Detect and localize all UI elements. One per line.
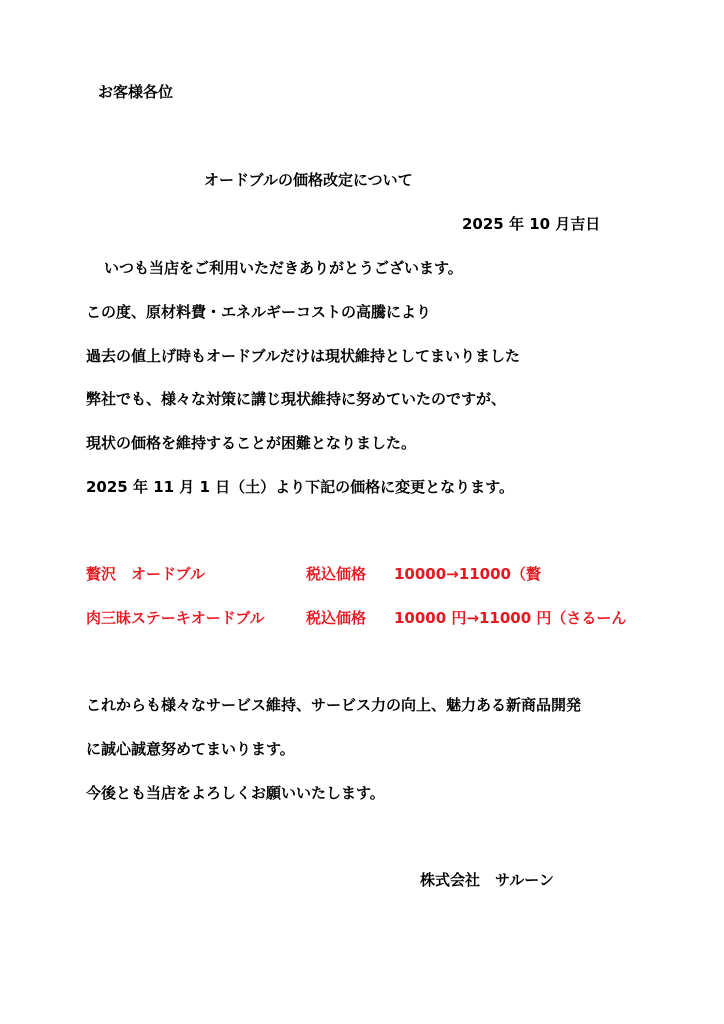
price-item-name: 贅沢 オードブル	[86, 565, 205, 583]
closing-line-regards: 今後とも当店をよろしくお願いいたします。	[86, 784, 385, 802]
closing-line-commitment: これからも様々なサービス維持、サービス力の向上、魅力ある新商品開発	[86, 696, 582, 714]
price-item-row	[0, 608, 724, 628]
paragraph-effective-date: 2025 年 11 月 1 日（土）より下記の価格に変更となります。	[86, 478, 514, 496]
company-name: 株式会社 サルーン	[420, 871, 554, 889]
paragraph-difficulty: 現状の価格を維持することが困難となりました。	[86, 434, 417, 452]
price-item-label: 税込価格	[306, 609, 367, 627]
price-item-name: 肉三昧ステーキオードブル	[86, 609, 265, 627]
price-item-price: 10000 円→11000 円（さるーん	[394, 609, 627, 627]
price-item-label: 税込価格	[306, 565, 367, 583]
price-item-price: 10000→11000（贅	[394, 565, 541, 583]
paragraph-greeting: いつも当店をご利用いただきありがとうございます。	[104, 259, 463, 277]
paragraph-history: 過去の値上げ時もオードブルだけは現状維持としてまいりました	[86, 347, 520, 365]
price-item-row	[0, 564, 724, 584]
closing-line-sincerity: に誠心誠意努めてまいります。	[86, 740, 295, 758]
paragraph-reason: この度、原材料費・エネルギーコストの高騰により	[86, 303, 432, 321]
document-title: オードブルの価格改定について	[204, 171, 413, 189]
paragraph-efforts: 弊社でも、様々な対策に講じ現状維持に努めていたのですが、	[86, 390, 507, 408]
document-date: 2025 年 10 月吉日	[462, 215, 601, 233]
addressee: お客様各位	[98, 83, 174, 101]
